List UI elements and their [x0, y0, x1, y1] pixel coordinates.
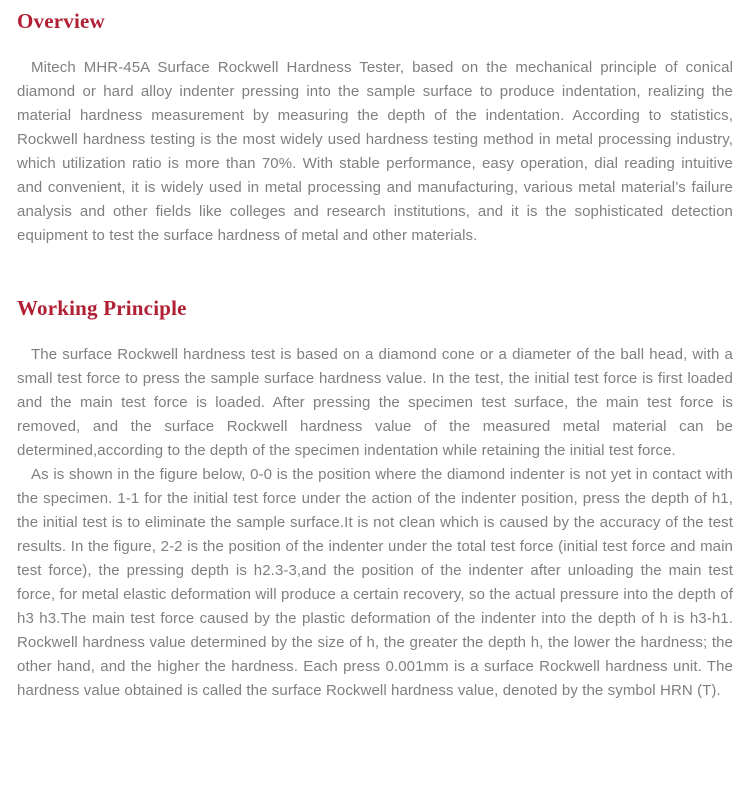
working-principle-paragraph-1: The surface Rockwell hardness test is based on a diamond cone or a diameter of the ball head, with a small test force to press the sample surface hardness value. In the test, the initial test force is first loaded and the main test force is loaded. After pressing the specimen test surface, the main test force is removed, and the surface Rockwell hardness value of the measured metal material can be determined,according to the depth of the specimen indentation while retaining the initial test force.	[17, 346, 733, 459]
section-heading-working-principle: Working Principle	[17, 296, 187, 320]
overview-paragraph: Mitech MHR-45A Surface Rockwell Hardness Tester, based on the mechanical principle of conical diamond or hard alloy indenter pressing into the sample surface to produce indentation, realizing the material hardness measurement by measuring the depth of the indentation. According to statistics, Rockwell hardness testing is the most widely used hardness testing method in metal processing industry, which utilization ratio is more than 70%. With stable performance, easy operation, dial reading intuitive and convenient, it is widely used in metal processing and manufacturing, various metal material’s failure analysis and other fields like colleges and research institutions, and it is the sophisticated detection equipment to test the surface hardness of metal and other materials.	[17, 59, 733, 244]
heading-spacer	[17, 321, 733, 343]
section-heading-overview: Overview	[17, 9, 105, 33]
heading-spacer	[17, 34, 733, 56]
section-overview	[17, 9, 733, 248]
working-principle-paragraph-2: As is shown in the figure below, 0-0 is the position where the diamond indenter is not yet in contact with the specimen. 1-1 for the initial test force under the action of the indenter position, press the depth of h1, the initial test is to eliminate the sample surface.It is not clean which is caused by the accuracy of the test results. In the figure, 2-2 is the position of the indenter under the total test force (initial test force and main test force), the pressing depth is h2.3-3,and the position of the indenter after unloading the main test force, for metal elastic deformation will produce a certain recovery, so the actual pressure into the depth of h3 h3.The main test force caused by the plastic deformation of the indenter into the depth of h is h3-h1. Rockwell hardness value determined by the size of h, the greater the depth h, the lower the hardness; the other hand, and the higher the hardness. Each press 0.001mm is a surface Rockwell hardness unit. The hardness value obtained is called the surface Rockwell hardness value, denoted by the symbol HRN (T).	[17, 466, 733, 699]
section-working-principle	[17, 296, 733, 703]
